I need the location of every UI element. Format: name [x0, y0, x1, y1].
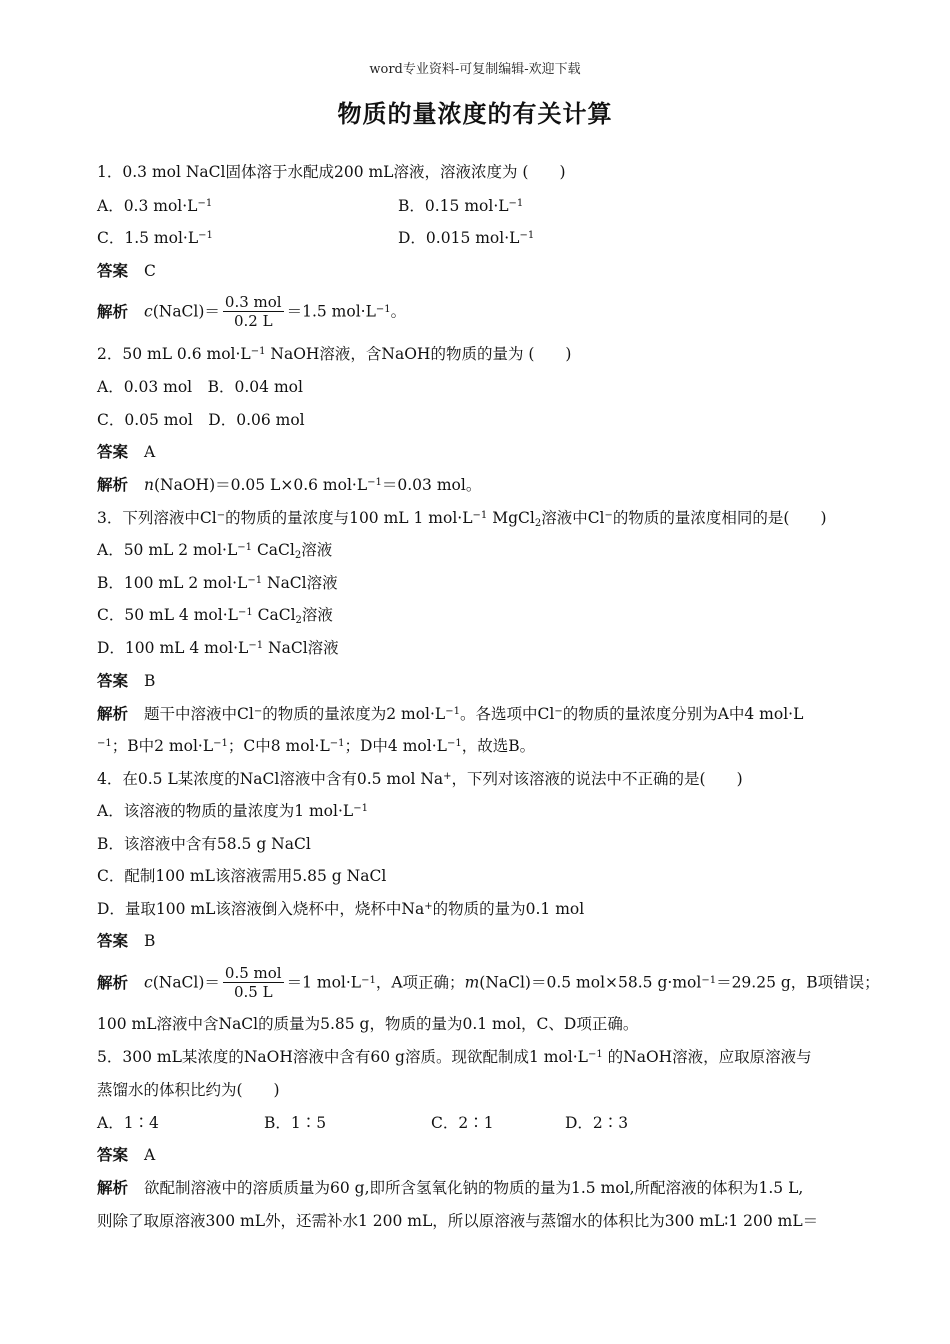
q1-option-b: B．0.15 $mol\cdot L^{-1}$ [398, 197, 524, 215]
q1-explanation: 解析 c(NaCl)＝ $\frac{\text{0.3 mol}}{0.2 L}$ ＝1.5 $mol\cdot L^{-1}$。 [97, 293, 407, 330]
q5-option-a: A．1∶4 [97, 1114, 159, 1132]
q1-fraction: $\frac{\text{0.3 mol}}{0.2 L}$ [224, 293, 282, 330]
q5-option-d: D．2∶3 [565, 1114, 629, 1132]
q1-option-d: D．0.015 $mol\cdot L^{-1}$ [398, 229, 535, 247]
page-header: word专业资料-可复制编辑-欢迎下载 [369, 62, 581, 77]
q2-answer: 答案 A [97, 442, 156, 461]
q3-explanation-line-1: 解析 题干中溶液中Cl−的物质的量浓度为2 $mol\cdot L^{-1}$。各选项中Cl−的物质的量浓度分别为A中4 mol·L [97, 704, 804, 723]
q3-explanation-line-2: $^{-1}$；B中2 $mol\cdot L^{-1}$；C中8 $mol\cdot L^{-1}$；D中4 $mol\cdot L^{-1}$，故选B。 [97, 737, 536, 755]
question-5-stem-line-2: 蒸馏水的体积比约为( ) [97, 1081, 280, 1099]
q3-option-b: B．100 mL 2 $mol\cdot L^{-1}$ NaCl溶液 [97, 574, 338, 592]
question-5-stem-line-1: 5．300 mL某浓度的NaOH溶液中含有60 g溶质。现欲配制成1 $mol\cdot L^{-1}$ 的NaOH溶液，应取原溶液与 [97, 1048, 812, 1066]
q3-option-a: A．50 mL 2 $mol\cdot L^{-1}$ CaCl$_2$溶液 [97, 541, 333, 561]
q3-option-c: C．50 mL 4 $mol\cdot L^{-1}$ CaCl$_2$溶液 [97, 606, 333, 626]
q4-option-c: C．配制100 mL该溶液需用5.85 g NaCl [97, 867, 387, 885]
q1-option-c: C．1.5 $mol\cdot L^{-1}$ [97, 229, 213, 247]
q4-option-b: B．该溶液中含有58.5 g NaCl [97, 835, 311, 853]
q4-fraction: $\frac{\text{0.5 mol}}{0.5 L}$ [224, 964, 282, 1001]
q5-explanation-line-2: 则除了取原溶液300 mL外，还需补水1 200 mL，所以原溶液与蒸馏水的体积比为300 mL∶1 200 mL＝ [97, 1212, 819, 1230]
q4-answer: 答案 B [97, 931, 156, 950]
question-3-stem: 3．下列溶液中Cl−的物质的量浓度与100 mL 1 $mol\cdot L^{-1}$ MgCl$_2$溶液中Cl−的物质的量浓度相同的是( ) [97, 509, 827, 529]
q4-explanation-line-2: 100 mL溶液中含NaCl的质量为5.85 g，物质的量为0.1 mol，C、D项正确。 [97, 1015, 639, 1033]
q1-answer: 答案 C [97, 261, 156, 280]
q1-option-a: A．0.3 $mol\cdot L^{-1}$ [97, 197, 213, 215]
question-4-stem: 4．在0.5 L某浓度的NaCl溶液中含有0.5 mol Na+，下列对该溶液的说法中不正确的是( ) [97, 770, 743, 788]
document-title: 物质的量浓度的有关计算 [337, 99, 613, 128]
q5-option-b: B．1∶5 [264, 1114, 327, 1132]
q5-answer: 答案 A [97, 1145, 156, 1164]
q2-options-cd: C．0.05 mol D．0.06 mol [97, 411, 305, 429]
q4-explanation-line-1: 解析 c(NaCl)＝ $\frac{\text{0.5 mol}}{0.5 L}$ ＝1 $mol\cdot L^{-1}$，A项正确；m(NaCl)＝0.5 mol×58.5 g·mol$^{-1}$＝29.25 g，B项错误； [97, 964, 880, 1001]
q2-options-ab: A．0.03 mol B．0.04 mol [97, 378, 303, 396]
q5-option-c: C．2∶1 [431, 1114, 494, 1132]
q5-explanation-line-1: 解析 欲配制溶液中的溶质质量为60 g,即所含氢氧化钠的物质的量为1.5 mol,所配溶液的体积为1.5 L, [97, 1178, 804, 1197]
q4-option-d: D．量取100 mL该溶液倒入烧杯中，烧杯中Na+的物质的量为0.1 mol [97, 900, 585, 918]
q2-explanation: 解析 n(NaOH)＝0.05 L×0.6 $mol\cdot L^{-1}=0.03$ mol。 [97, 475, 482, 494]
q3-answer: 答案 B [97, 671, 156, 690]
question-1-stem: 1．0.3 mol NaCl固体溶于水配成200 mL溶液，溶液浓度为 ( ) [97, 163, 566, 181]
question-2-stem: 2．50 mL 0.6 $mol\cdot L^{-1}$ NaOH溶液，含NaOH的物质的量为 ( ) [97, 345, 572, 363]
q3-option-d: D．100 mL 4 $mol\cdot L^{-1}$ NaCl溶液 [97, 639, 339, 657]
q4-option-a: A．该溶液的物质的量浓度为1 $mol\cdot L^{-1}$ [97, 802, 368, 820]
